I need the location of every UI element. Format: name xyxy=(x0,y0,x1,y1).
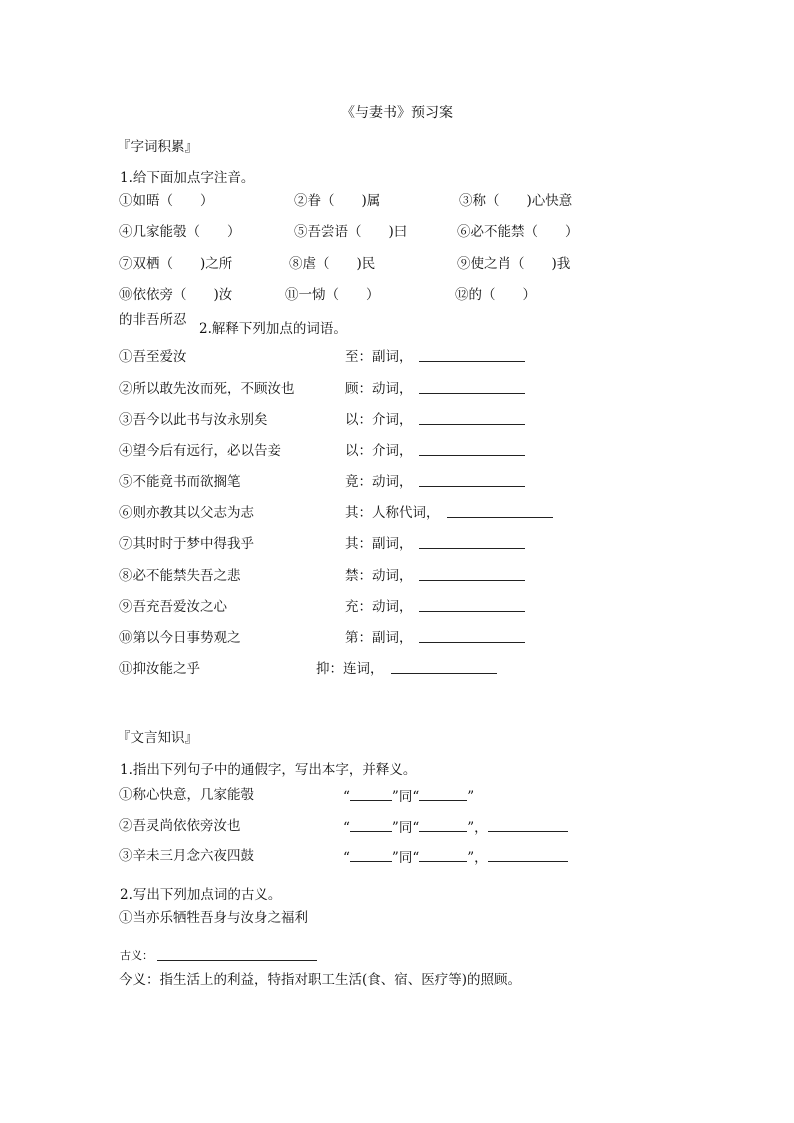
q1-wrap-text: 的非吾所忍 xyxy=(119,312,187,328)
tong-text: 同 xyxy=(398,850,413,866)
q1-item: ⑧虐（ )民 xyxy=(289,256,376,272)
q1-item: ⑩依依旁（ )汝 xyxy=(119,287,233,303)
quote-open: “ xyxy=(343,850,350,866)
q2-answer-label: 禁：动词， xyxy=(345,568,413,584)
answer-blank[interactable] xyxy=(419,441,525,456)
s2-q1-sentence: ②吾灵尚依依旁汝也 xyxy=(119,818,241,834)
q2-sentence: ⑩第以今日事势观之 xyxy=(119,630,241,646)
q2-sentence: ⑤不能竟书而欲搁笔 xyxy=(119,474,241,490)
answer-blank[interactable] xyxy=(419,566,525,581)
q1-item: ⑪一恸（ ） xyxy=(285,287,380,303)
quote-open: “ xyxy=(412,850,420,866)
tongjia-answer-row xyxy=(343,847,568,867)
q2-answer-label: 以：介词， xyxy=(345,412,413,428)
q2-sentence: ③吾今以此书与汝永别矣 xyxy=(119,412,268,428)
q2-answer-label: 其：人称代词， xyxy=(345,505,440,521)
q1-item: ⑫的（ ） xyxy=(455,287,536,303)
s2-q1-sentence: ③辛未三月念六夜四鼓 xyxy=(119,848,254,864)
answer-blank[interactable] xyxy=(419,847,467,862)
answer-blank[interactable] xyxy=(419,410,525,425)
answer-blank[interactable] xyxy=(419,597,525,612)
answer-blank[interactable] xyxy=(447,503,553,518)
q2-answer-label: 竟：动词， xyxy=(345,474,413,490)
q2-answer-label: 以：介词， xyxy=(345,443,413,459)
answer-blank[interactable] xyxy=(419,472,525,487)
q2-answer-label: 充：动词， xyxy=(345,599,413,615)
section-heading-classical: 『文言知识』 xyxy=(117,730,198,746)
s2-q1-label: 1.指出下列句子中的通假字，写出本字，并释义。 xyxy=(120,762,417,778)
q2-sentence: ⑥则亦教其以父志为志 xyxy=(119,505,254,521)
tongjia-answer-row xyxy=(343,786,474,806)
answer-blank[interactable] xyxy=(419,817,467,832)
quote-close: ” xyxy=(391,789,399,805)
answer-blank[interactable] xyxy=(419,347,525,362)
q2-sentence: ⑪抑汝能之乎 xyxy=(119,661,200,677)
answer-blank[interactable] xyxy=(350,817,392,832)
q2-label: 2.解释下列加点的词语。 xyxy=(199,321,347,337)
tong-text: 同 xyxy=(398,820,413,836)
gu-yi-label: 古义： xyxy=(120,949,153,962)
s2-q1-sentence: ①称心快意，几家能彀 xyxy=(119,787,254,803)
quote-close: ” xyxy=(467,789,475,805)
q2-answer-label: 其：副词， xyxy=(345,536,413,552)
q2-answer-label: 至：副词， xyxy=(345,349,413,365)
quote-close: ” xyxy=(391,850,399,866)
quote-open: “ xyxy=(412,820,420,836)
tongjia-answer-row xyxy=(343,817,568,837)
answer-blank[interactable] xyxy=(419,628,525,643)
q2-sentence: ⑧必不能禁失吾之悲 xyxy=(119,568,241,584)
answer-blank[interactable] xyxy=(350,847,392,862)
quote-close: ” xyxy=(467,820,475,836)
q2-answer-label: 抑：连词， xyxy=(316,661,384,677)
answer-blank[interactable] xyxy=(350,786,392,801)
comma: ， xyxy=(474,820,488,836)
quote-close: ” xyxy=(467,850,475,866)
q1-item: ④几家能彀（ ） xyxy=(119,224,241,240)
answer-blank[interactable] xyxy=(419,534,525,549)
q2-sentence: ①吾至爱汝 xyxy=(119,349,187,365)
answer-blank[interactable] xyxy=(391,659,497,674)
page-title: 《与妻书》预习案 xyxy=(341,105,453,121)
section-heading-vocab: 『字词积累』 xyxy=(117,139,198,155)
q1-label: 1.给下面加点字注音。 xyxy=(120,170,255,186)
jin-yi-text: 今义：指生活上的利益，特指对职工生活(食、宿、医疗等)的照顾。 xyxy=(119,972,522,988)
q2-sentence: ④望今后有远行，必以告妾 xyxy=(119,443,281,459)
q2-sentence: ②所以敢先汝而死，不顾汝也 xyxy=(119,381,295,397)
q2-answer-label: 第：副词， xyxy=(345,630,413,646)
answer-blank[interactable] xyxy=(488,817,568,832)
q1-item: ①如晤（ ） xyxy=(119,193,214,209)
q1-item: ⑦双栖（ )之所 xyxy=(119,256,233,272)
q1-item: ②眷（ )属 xyxy=(294,193,381,209)
q2-sentence: ⑦其时时于梦中得我乎 xyxy=(119,536,254,552)
s2-q2-sentence: ①当亦乐牺牲吾身与汝身之福利 xyxy=(119,910,308,926)
quote-open: “ xyxy=(412,789,420,805)
answer-blank[interactable] xyxy=(419,379,525,394)
answer-blank[interactable] xyxy=(488,847,568,862)
q1-item: ⑤吾尝语（ )曰 xyxy=(294,224,408,240)
q1-item: ⑨使之肖（ )我 xyxy=(457,256,571,272)
comma: ， xyxy=(474,850,488,866)
quote-open: “ xyxy=(343,820,350,836)
quote-open: “ xyxy=(343,789,350,805)
s2-q2-label: 2.写出下列加点词的古义。 xyxy=(120,887,282,903)
q1-item: ③称（ )心快意 xyxy=(459,193,573,209)
answer-blank[interactable] xyxy=(419,786,467,801)
answer-blank[interactable] xyxy=(157,946,317,961)
q1-item: ⑥必不能禁（ ） xyxy=(457,224,579,240)
quote-close: ” xyxy=(391,820,399,836)
tong-text: 同 xyxy=(398,789,413,805)
q2-sentence: ⑨吾充吾爱汝之心 xyxy=(119,599,227,615)
q2-answer-label: 顾：动词， xyxy=(345,381,413,397)
